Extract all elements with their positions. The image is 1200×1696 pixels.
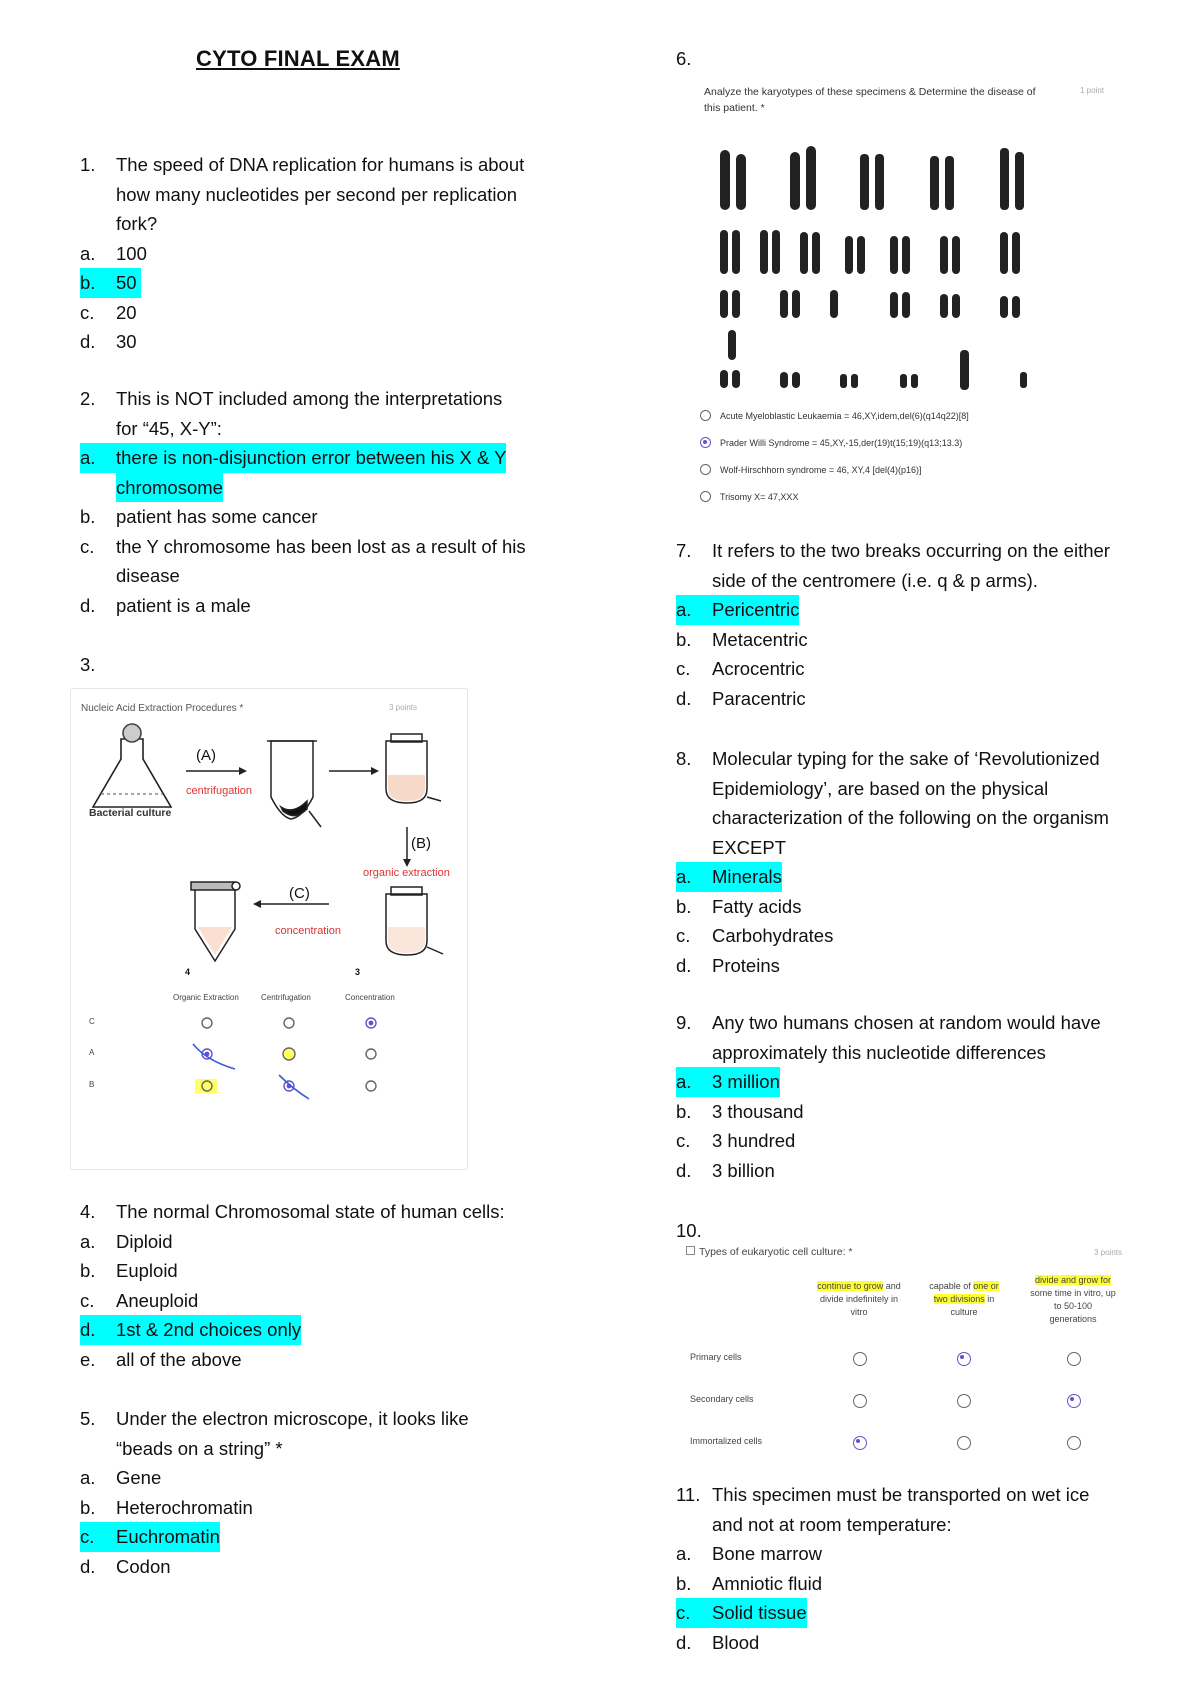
step-b-sub: organic extraction xyxy=(363,867,450,879)
grid-col-header: Concentration xyxy=(345,993,395,1002)
option-c[interactable]: c. 20 xyxy=(80,301,137,323)
question-text: “beads on a string” * xyxy=(116,1437,283,1459)
radio-icon[interactable] xyxy=(957,1436,971,1450)
option-c[interactable]: c. 3 hundred xyxy=(676,1130,796,1151)
grid-row-header: Secondary cells xyxy=(690,1394,754,1404)
question-9 xyxy=(676,1008,1176,1185)
option-c[interactable]: c. the Y chromosome has been lost as a result of his xyxy=(80,535,526,557)
grid-row-header: C xyxy=(89,1017,95,1026)
radio-icon xyxy=(700,464,711,475)
question-1 xyxy=(80,150,580,357)
radio-icon[interactable] xyxy=(1067,1436,1081,1450)
test-tube-icon xyxy=(386,734,441,803)
option-c-answer[interactable]: c. Euchromatin xyxy=(80,1522,600,1552)
option-c[interactable]: c. Aneuploid xyxy=(80,1289,199,1311)
arrow-icon xyxy=(403,827,411,867)
question-10 xyxy=(676,1216,776,1246)
option-a[interactable]: a. Bone marrow xyxy=(676,1543,823,1564)
question-text: This specimen must be transported on wet ice xyxy=(712,1484,1090,1505)
test-tube-icon xyxy=(386,887,443,955)
option-d[interactable]: d. Proteins xyxy=(676,954,780,976)
grid-row-header: A xyxy=(89,1048,95,1057)
option-a[interactable]: a. Gene xyxy=(80,1467,162,1488)
grid-row-header: Primary cells xyxy=(690,1352,742,1362)
question-2: 2. This is NOT included among the interpretations for “45, X-Y”: a. there is non-disjunction error between his X & Y chromosome b. patient has some cancer c. the Y chromosome has been lost as a result of his disease d. patient is a male xyxy=(80,384,600,620)
question-number: 11. xyxy=(676,1484,701,1505)
grid-row-header: B xyxy=(89,1080,95,1089)
option-a-answer[interactable]: a. Pericentric xyxy=(676,595,1176,625)
option-b[interactable]: b. 3 thousand xyxy=(676,1100,804,1122)
flask-label: Bacterial culture xyxy=(89,807,172,819)
option-d-answer[interactable]: d. 1st & 2nd choices only xyxy=(80,1315,600,1345)
tube-number: 4 xyxy=(185,967,191,977)
question-text: side of the centromere (i.e. q & p arms). xyxy=(712,569,1038,591)
grid-row-header: Immortalized cells xyxy=(690,1436,763,1446)
question-number: 10. xyxy=(676,1220,702,1241)
question-8 xyxy=(676,744,1176,980)
figure-caption: Types of eukaryotic cell culture: * xyxy=(686,1246,853,1258)
question-text: The speed of DNA replication for humans is about xyxy=(116,154,525,175)
question-5 xyxy=(80,1404,600,1581)
option-b[interactable]: b. patient has some cancer xyxy=(80,506,318,527)
step-a-sub: centrifugation xyxy=(186,785,253,797)
question-7 xyxy=(676,536,1176,713)
test-tube-icon xyxy=(267,741,321,827)
choice[interactable]: Acute Myeloblastic Leukaemia = 46,XY,idem,del(6)(q14q22)[8] xyxy=(700,402,969,429)
option-d[interactable]: d. Paracentric xyxy=(676,687,806,709)
conical-tube-icon xyxy=(191,882,240,961)
question-text: This is NOT included among the interpretations xyxy=(116,388,503,409)
radio-icon[interactable] xyxy=(1067,1352,1081,1366)
arrow-icon xyxy=(329,767,379,775)
question-text: It refers to the two breaks occurring on the either xyxy=(712,540,1110,561)
option-c[interactable]: c. Carbohydrates xyxy=(676,925,834,946)
option-c-answer[interactable]: c. Solid tissue xyxy=(676,1598,1176,1628)
nucleic-acid-extraction-figure xyxy=(70,688,468,1170)
radio-icon xyxy=(700,410,711,421)
figure-points: 3 points xyxy=(1094,1248,1123,1257)
answer-grid xyxy=(193,1018,376,1099)
karyotype-choices xyxy=(700,402,969,510)
option-c[interactable]: c. Acrocentric xyxy=(676,658,805,679)
question-text: EXCEPT xyxy=(712,836,787,858)
radio-icon[interactable] xyxy=(853,1394,867,1408)
option-a[interactable]: a. Diploid xyxy=(80,1230,173,1252)
question-text: Under the electron microscope, it looks like xyxy=(116,1408,469,1429)
arrow-icon xyxy=(186,767,247,775)
col-header-2: capable of one or two divisions in culture xyxy=(929,1281,999,1317)
option-a-answer[interactable]: a. there is non-disjunction error between his X & Y xyxy=(80,443,600,473)
radio-icon[interactable] xyxy=(853,1352,867,1366)
question-text: Epidemiology’, are based on the physical xyxy=(712,777,1049,799)
page-title: CYTO FINAL EXAM xyxy=(196,46,400,71)
question-11 xyxy=(676,1480,1176,1657)
step-a-label: (A) xyxy=(196,747,216,764)
option-d[interactable]: d. patient is a male xyxy=(80,594,251,616)
question-number: 6. xyxy=(676,48,692,69)
option-b[interactable]: b. Fatty acids xyxy=(676,895,802,917)
radio-selected-icon xyxy=(700,437,711,448)
option-a-answer[interactable]: a. Minerals xyxy=(676,862,1176,892)
option-a-answer[interactable]: a. 3 million xyxy=(676,1067,1176,1097)
question-number: 1. xyxy=(80,154,96,175)
question-text: how many nucleotides per second per replication xyxy=(116,183,518,205)
question-number: 5. xyxy=(80,1408,96,1429)
col-header-1: continue to grow and divide indefinitely in vitro xyxy=(817,1281,901,1317)
question-number: 9. xyxy=(676,1012,692,1033)
question-text: fork? xyxy=(116,213,158,234)
step-c-label: (C) xyxy=(289,885,310,902)
karyotype-figure xyxy=(700,80,1120,510)
option-d[interactable]: d. Codon xyxy=(80,1555,171,1577)
step-b-label: (B) xyxy=(411,835,431,852)
figure-prompt: Analyze the karyotypes of these specimens & Determine the disease of this patient. * xyxy=(704,86,1036,114)
radio-icon xyxy=(700,491,711,502)
question-text: The normal Chromosomal state of human cells: xyxy=(116,1201,505,1222)
tube-number: 3 xyxy=(355,967,361,977)
option-d[interactable]: d. Blood xyxy=(676,1631,760,1653)
question-number: 2. xyxy=(80,388,96,409)
question-number: 3. xyxy=(80,654,96,675)
flask-icon xyxy=(93,724,171,807)
option-d[interactable]: d. 30 xyxy=(80,331,137,352)
figure-caption: Nucleic Acid Extraction Procedures * xyxy=(81,703,244,714)
figure-points: 3 points xyxy=(389,703,418,712)
option-b-answer[interactable]: b. 50 xyxy=(80,268,580,298)
option-b[interactable]: b. Heterochromatin xyxy=(80,1496,253,1518)
choice[interactable]: Trisomy X= 47,XXX xyxy=(700,483,969,510)
cell-culture-figure xyxy=(686,1246,1136,1456)
option-d[interactable]: d. 3 billion xyxy=(676,1159,775,1181)
question-number: 8. xyxy=(676,748,692,769)
question-text: Any two humans chosen at random would have xyxy=(712,1012,1101,1033)
choice-selected[interactable]: Prader Willi Syndrome = 45,XY,-15,der(19)t(15;19)(q13;13.3) xyxy=(700,429,969,456)
question-text: and not at room temperature: xyxy=(712,1513,952,1535)
question-3 xyxy=(80,650,280,680)
question-4 xyxy=(80,1197,600,1374)
option-b[interactable]: b. Euploid xyxy=(80,1260,178,1281)
option-b[interactable]: b. Metacentric xyxy=(676,628,808,650)
checkbox-icon xyxy=(686,1246,695,1255)
radio-icon[interactable] xyxy=(957,1394,971,1408)
question-number: 7. xyxy=(676,540,692,561)
grid-col-header: Centrifugation xyxy=(261,993,311,1002)
col-header-3: divide and grow for some time in vitro, up to 50-100 generations xyxy=(1030,1275,1116,1324)
radio-selected-icon[interactable] xyxy=(1067,1394,1081,1408)
option-e[interactable]: e. all of the above xyxy=(80,1348,242,1370)
question-number: 4. xyxy=(80,1201,96,1222)
grid-col-header: Organic Extraction xyxy=(173,993,239,1002)
option-b[interactable]: b. Amniotic fluid xyxy=(676,1572,823,1594)
radio-selected-icon[interactable] xyxy=(853,1436,867,1450)
question-text: characterization of the following on the organism xyxy=(712,807,1109,828)
choice[interactable]: Wolf-Hirschhorn syndrome = 46, XY,4 [del(4)(p16)] xyxy=(700,456,969,483)
question-text: approximately this nucleotide differences xyxy=(712,1041,1046,1063)
radio-selected-icon[interactable] xyxy=(957,1352,971,1366)
figure-points: 1 point xyxy=(1080,86,1105,95)
step-c-sub: concentration xyxy=(275,925,342,937)
question-text: for “45, X-Y”: xyxy=(116,417,222,439)
question-6 xyxy=(676,44,776,74)
option-a[interactable]: a. 100 xyxy=(80,242,147,264)
question-text: Molecular typing for the sake of ‘Revolutionized xyxy=(712,748,1100,769)
